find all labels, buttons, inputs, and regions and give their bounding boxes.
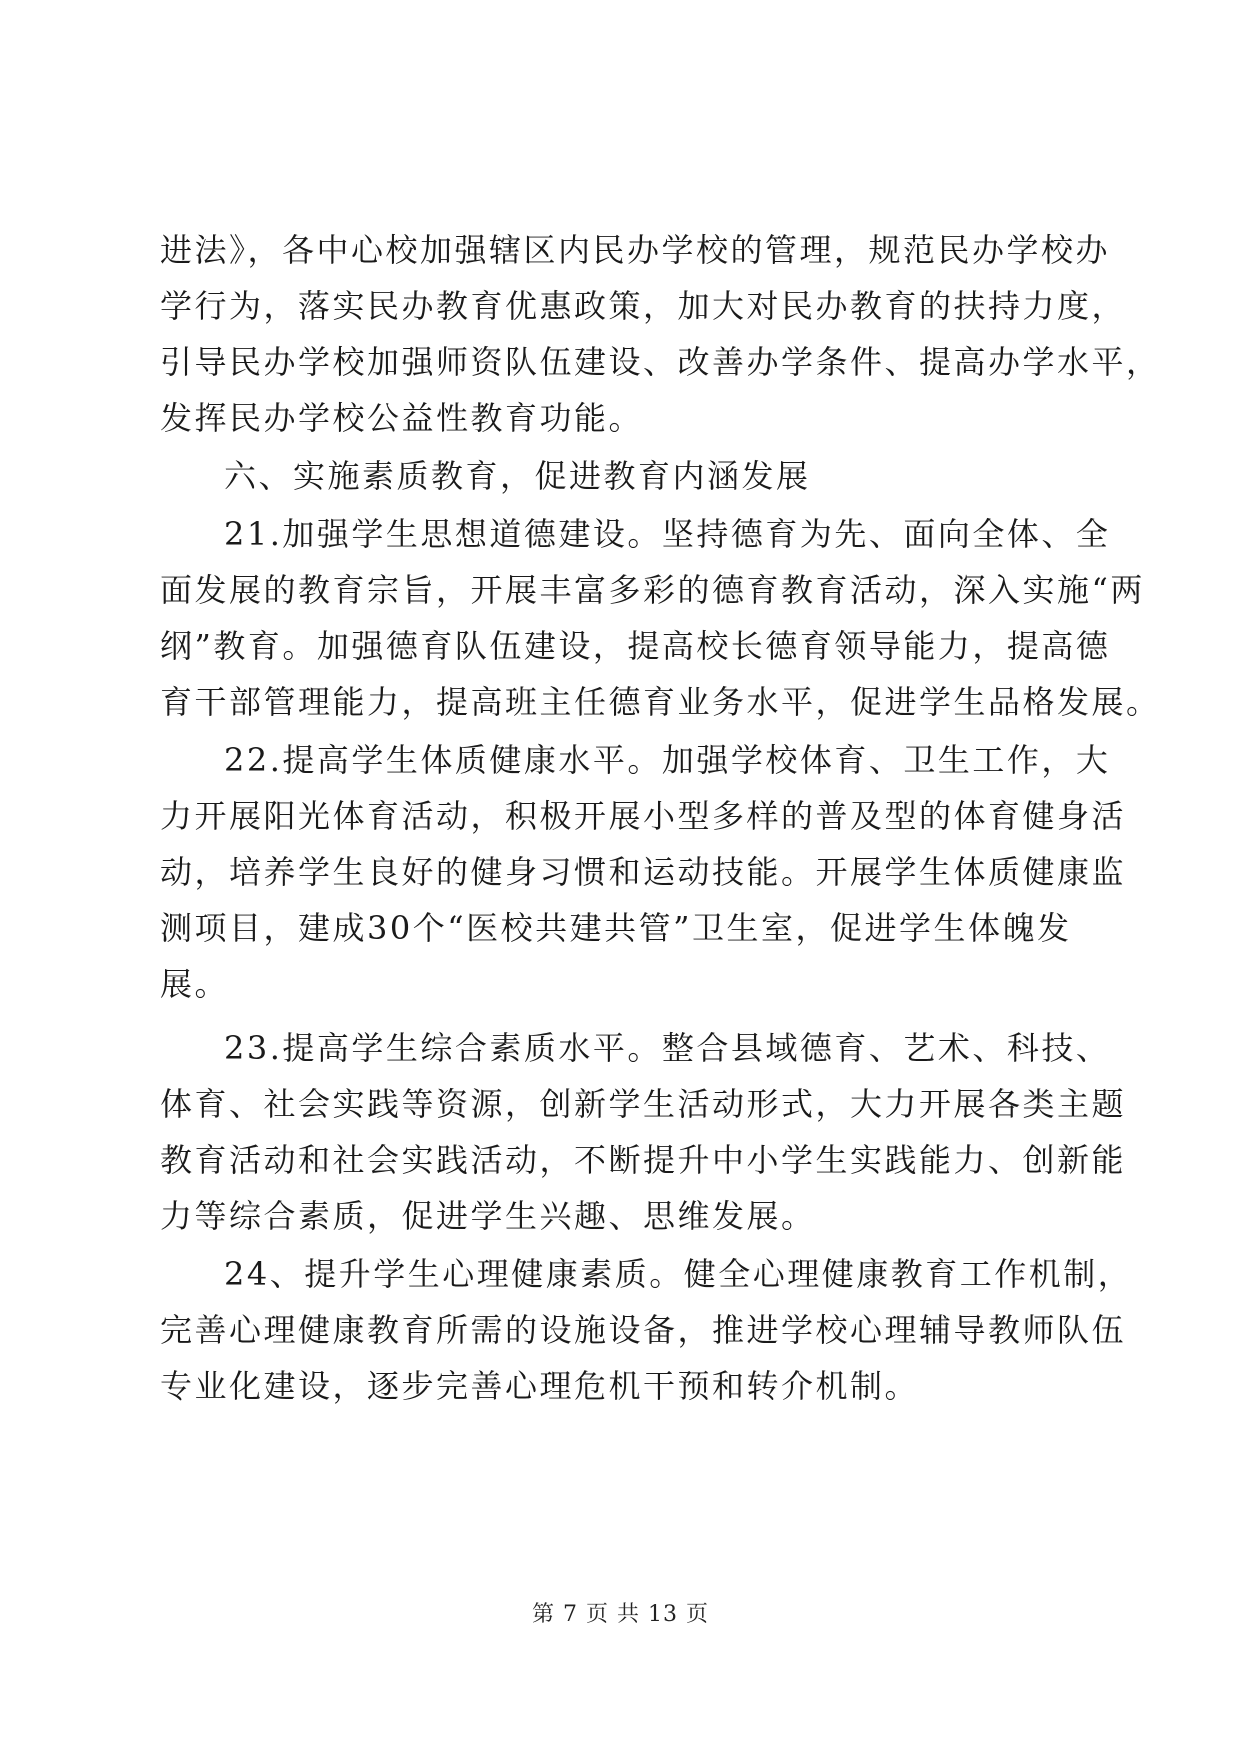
section-heading: 六、实施素质教育，促进教育内涵发展 — [224, 457, 811, 495]
paragraph-line: 21.加强学生思想道德建设。坚持德育为先、面向全体、全 — [224, 515, 1111, 553]
page-number-footer: 第 7 页 共 13 页 — [532, 1602, 709, 1627]
paragraph-line: 纲”教育。加强德育队伍建设，提高校长德育领导能力，提高德 — [160, 627, 1111, 665]
paragraph-line: 力等综合素质，促进学生兴趣、思维发展。 — [160, 1197, 816, 1235]
paragraph-line: 育干部管理能力，提高班主任德育业务水平，促进学生品格发展。 — [160, 683, 1161, 721]
paragraph-line: 学行为，落实民办教育优惠政策，加大对民办教育的扶持力度， — [160, 287, 1127, 325]
paragraph-line: 专业化建设，逐步完善心理危机干预和转介机制。 — [160, 1367, 920, 1405]
paragraph-line: 体育、社会实践等资源，创新学生活动形式，大力开展各类主题 — [160, 1085, 1127, 1123]
paragraph-line: 引导民办学校加强师资队伍建设、改善办学条件、提高办学水平， — [160, 343, 1161, 381]
paragraph-line: 进法》，各中心校加强辖区内民办学校的管理，规范民办学校办 — [160, 231, 1111, 269]
paragraph-line: 测项目，建成30个“医校共建共管”卫生室，促进学生体魄发 — [160, 909, 1072, 947]
paragraph-line: 完善心理健康教育所需的设施设备，推进学校心理辅导教师队伍 — [160, 1311, 1127, 1349]
paragraph-line: 24、提升学生心理健康素质。健全心理健康教育工作机制， — [224, 1255, 1133, 1293]
paragraph-line: 23.提高学生综合素质水平。整合县域德育、艺术、科技、 — [224, 1029, 1111, 1067]
paragraph-line: 发挥民办学校公益性教育功能。 — [160, 399, 644, 437]
paragraph-line: 面发展的教育宗旨，开展丰富多彩的德育教育活动，深入实施“两 — [160, 571, 1145, 609]
document-body — [160, 222, 1161, 1414]
paragraph-line: 教育活动和社会实践活动，不断提升中小学生实践能力、创新能 — [160, 1141, 1127, 1179]
paragraph-line: 22.提高学生体质健康水平。加强学校体育、卫生工作，大 — [224, 741, 1111, 779]
paragraph-line: 动，培养学生良好的健身习惯和运动技能。开展学生体质健康监 — [160, 853, 1127, 891]
paragraph-line: 力开展阳光体育活动，积极开展小型多样的普及型的体育健身活 — [160, 797, 1127, 835]
paragraph-line: 展。 — [160, 965, 230, 1003]
